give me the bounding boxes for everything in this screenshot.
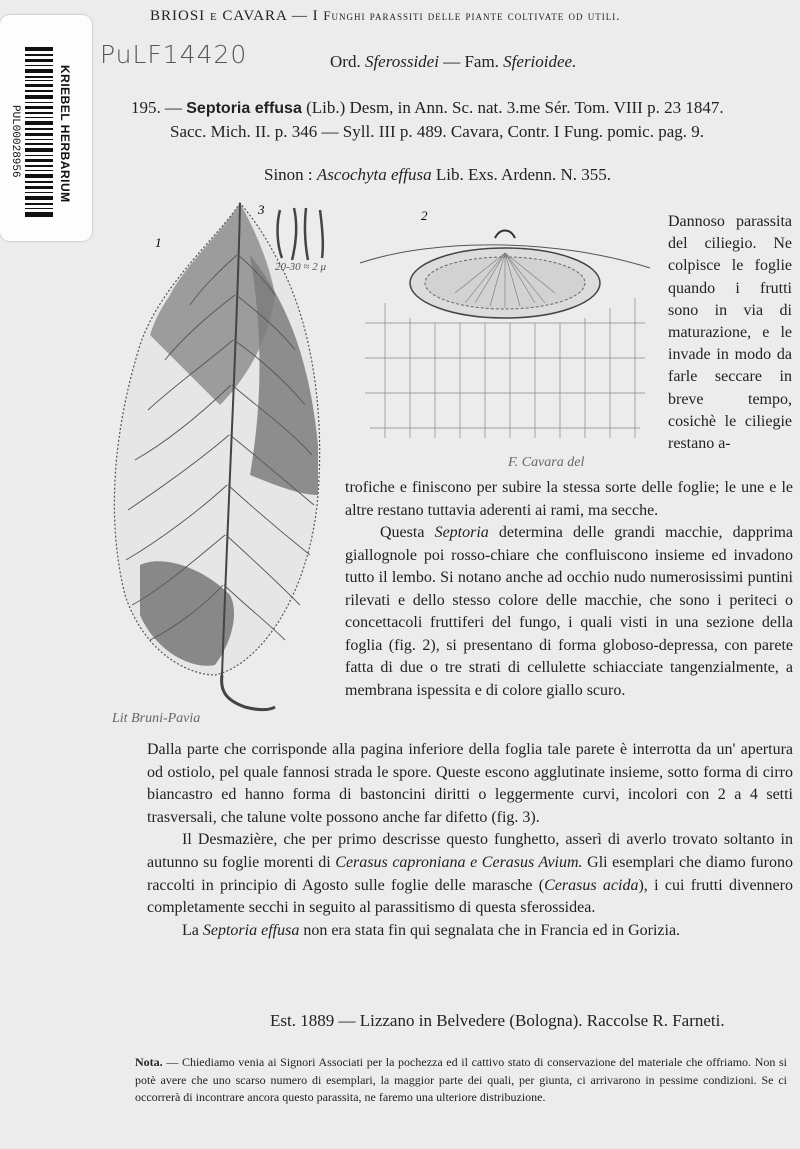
herbarium-name: KRIEBEL HERBARIUM — [58, 65, 72, 203]
paragraph: La Septoria effusa non era stata fin qui segnalata che in Francia ed in Gorizia. — [182, 921, 681, 939]
citation-line-2: Sacc. Mich. II. p. 346 — Syll. III p. 489. Cavara, Contr. I Fung. pomic. pag. 9. — [170, 122, 705, 141]
paragraph: Il Desmazière, che per primo descrisse questo funghetto, asserì di averlo trovato soltanto in autunno su foglie morenti di Cerasus caproniana e Cerasus Avium. Gli esemplari che diamo furono raccolti in principio di Agosto sulle foglie delle marasche (Cerasus acida), i cui frutti divennero completamente secchi in seguito al parassitismo di questa sferossidea. — [147, 831, 794, 917]
series-title: Funghi parassiti delle piante coltivate od utili. — [323, 8, 621, 23]
herbarium-label — [0, 15, 92, 241]
figure-2-number: 2 — [421, 208, 428, 223]
text-column-right: Dannoso parassita del ciliegio. Ne colpisce le foglie quando i frutti sono in via di maturazione, e le invade in modo da farle seccare in breve tempo, cosichè le ciliegie restano a- — [668, 213, 792, 453]
leaf-section-figure — [355, 208, 655, 458]
illustrator-signature: F. Cavara del — [508, 455, 585, 470]
text-full-width — [147, 739, 793, 942]
figure-3-number: 3 — [258, 202, 265, 217]
author-briosi: BRIOSI — [150, 8, 206, 24]
citation-line-1: 195. — Septoria effusa (Lib.) Desm, in Ann. Sc. nat. 3.me Sér. Tom. VIII p. 23 1847. — [131, 98, 724, 117]
leaf-illustration — [100, 195, 340, 730]
paragraph: Dalla parte che corrisponde alla pagina inferiore della foglia tale parete è interrotta da un' apertura od ostiolo, pel quale fannosi strada le spore. Queste escono agglutinate insieme, sotto forma di cirro biancastro ed hanno forma di bastoncini diritti o leggermente curvi, incolori con 2 a 4 setti trasversali, che talune volte possono anche far difetto (fig. 3). — [147, 741, 793, 826]
spore-figure — [258, 200, 338, 265]
page-header: BRIOSI e CAVARA — I Funghi parassiti delle piante coltivate od utili. — [150, 8, 621, 24]
text-column-middle — [345, 477, 793, 702]
lithographer-signature: Lit Bruni-Pavia — [112, 711, 201, 726]
footnote: Nota. — Chiediamo venia ai Signori Associati per la pochezza ed il cattivo stato di conservazione del materiale che offriamo. Non si potè avere che uno scarso numero di esemplari, la maggior parte dei quali, per giunta, ci arrivarono in pessime condizioni. Se ci occorrerà di incontrare ancora questo parassita, ne faremo una ulteriore distribuzione. — [135, 1055, 787, 1104]
species-name: Septoria effusa — [186, 100, 302, 117]
order-family-line: Ord. Sferossidei — Fam. Sferioidee. — [330, 52, 577, 71]
specimen-id: PUL00028956 — [9, 105, 21, 178]
synonym-line: Sinon : Ascochyta effusa Lib. Exs. Ardenn. N. 355. — [264, 165, 612, 184]
handwritten-accession-number: PuLF14420 — [100, 40, 248, 69]
figure-1-number: 1 — [155, 235, 162, 250]
paragraph: Questa Septoria determina delle grandi macchie, dapprima giallognole poi rosso-chiare che confluiscono insieme ed invadono tutto il lembo. Si notano anche ad occhio nudo numerosissimi puntini rilevati e dello stesso colore delle macchie, che sono i periteci o concettacoli fruttiferi del fungo, i quali visti in una sezione della foglia (fig. 2), si presentano di forma globoso-depressa, con parete fatta di due o tre strati di cellulette schiacciate tangenzialmente, a membrana ispessita e di colore giallo scuro. — [345, 524, 794, 699]
barcode — [25, 47, 53, 217]
collection-info: Est. 1889 — Lizzano in Belvedere (Bologna). Raccolse R. Farneti. — [270, 1011, 725, 1030]
spore-measurement-caption: 20-30 ≈ 2 μ — [275, 261, 326, 273]
paragraph: trofiche e finiscono per subire la stessa sorte delle foglie; le une e le altre restano tuttavia aderenti ai rami, ma secche. — [345, 479, 793, 519]
